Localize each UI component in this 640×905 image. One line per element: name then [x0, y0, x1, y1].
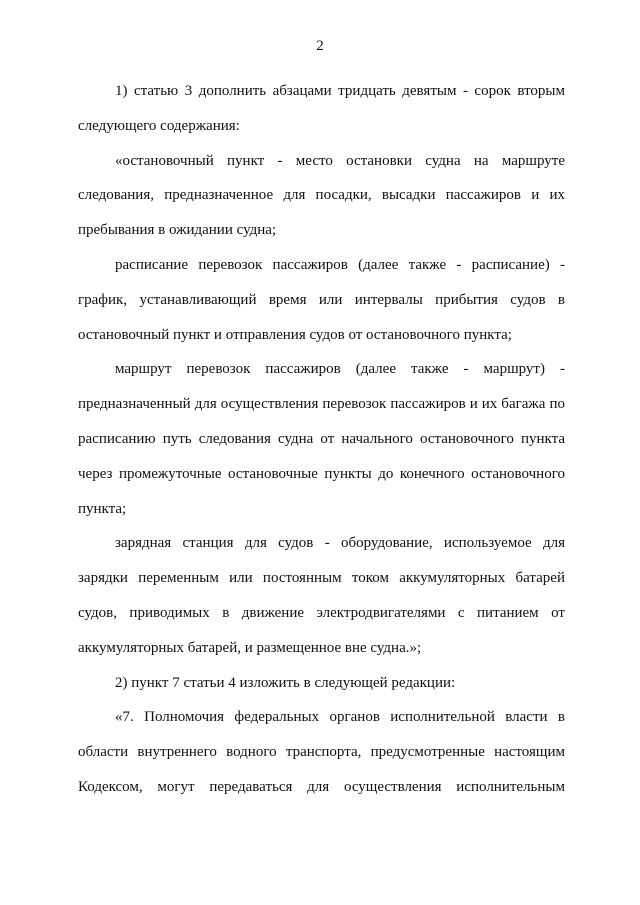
paragraph-definition-route: маршрут перевозок пассажиров (далее также - маршрут) - предназначенный для осуществления перевозок пассажиров и их багажа по расписанию путь следования судна от начального остановочного пункта через промежуточные остановочные пункты до конечного остановочного пункта; — [78, 361, 565, 517]
paragraph-definition-stop-point: «остановочный пункт - место остановки судна на маршруте следования, предназначенное для посадки, высадки пассажиров и их пребывания в ожидании судна; — [78, 152, 565, 239]
page-number: 2 — [316, 38, 324, 54]
paragraph-definition-charging-station: зарядная станция для судов - оборудование, используемое для зарядки переменным или постоянным током аккумуляторных батарей судов, приводимых в движение электродвигателями с питанием от аккумуляторных батарей, и размещенное вне судна.»; — [78, 535, 565, 656]
document-body — [78, 74, 565, 805]
paragraph-powers-clause-7: «7. Полномочия федеральных органов исполнительной власти в области внутреннего водного транспорта, предусмотренные настоящим Кодексом, могут передаваться для осуществления исполнительным — [78, 709, 565, 795]
paragraph-amend-article-4: 2) пункт 7 статьи 4 изложить в следующей редакции: — [115, 674, 456, 691]
paragraph-amend-article-3: 1) статью 3 дополнить абзацами тридцать девятым - сорок вторым следующего содержания: — [78, 83, 565, 134]
paragraph-definition-schedule: расписание перевозок пассажиров (далее также - расписание) - график, устанавливающий время или интервалы прибытия судов в остановочный пункт и отправления судов от остановочного пункта; — [78, 256, 565, 343]
